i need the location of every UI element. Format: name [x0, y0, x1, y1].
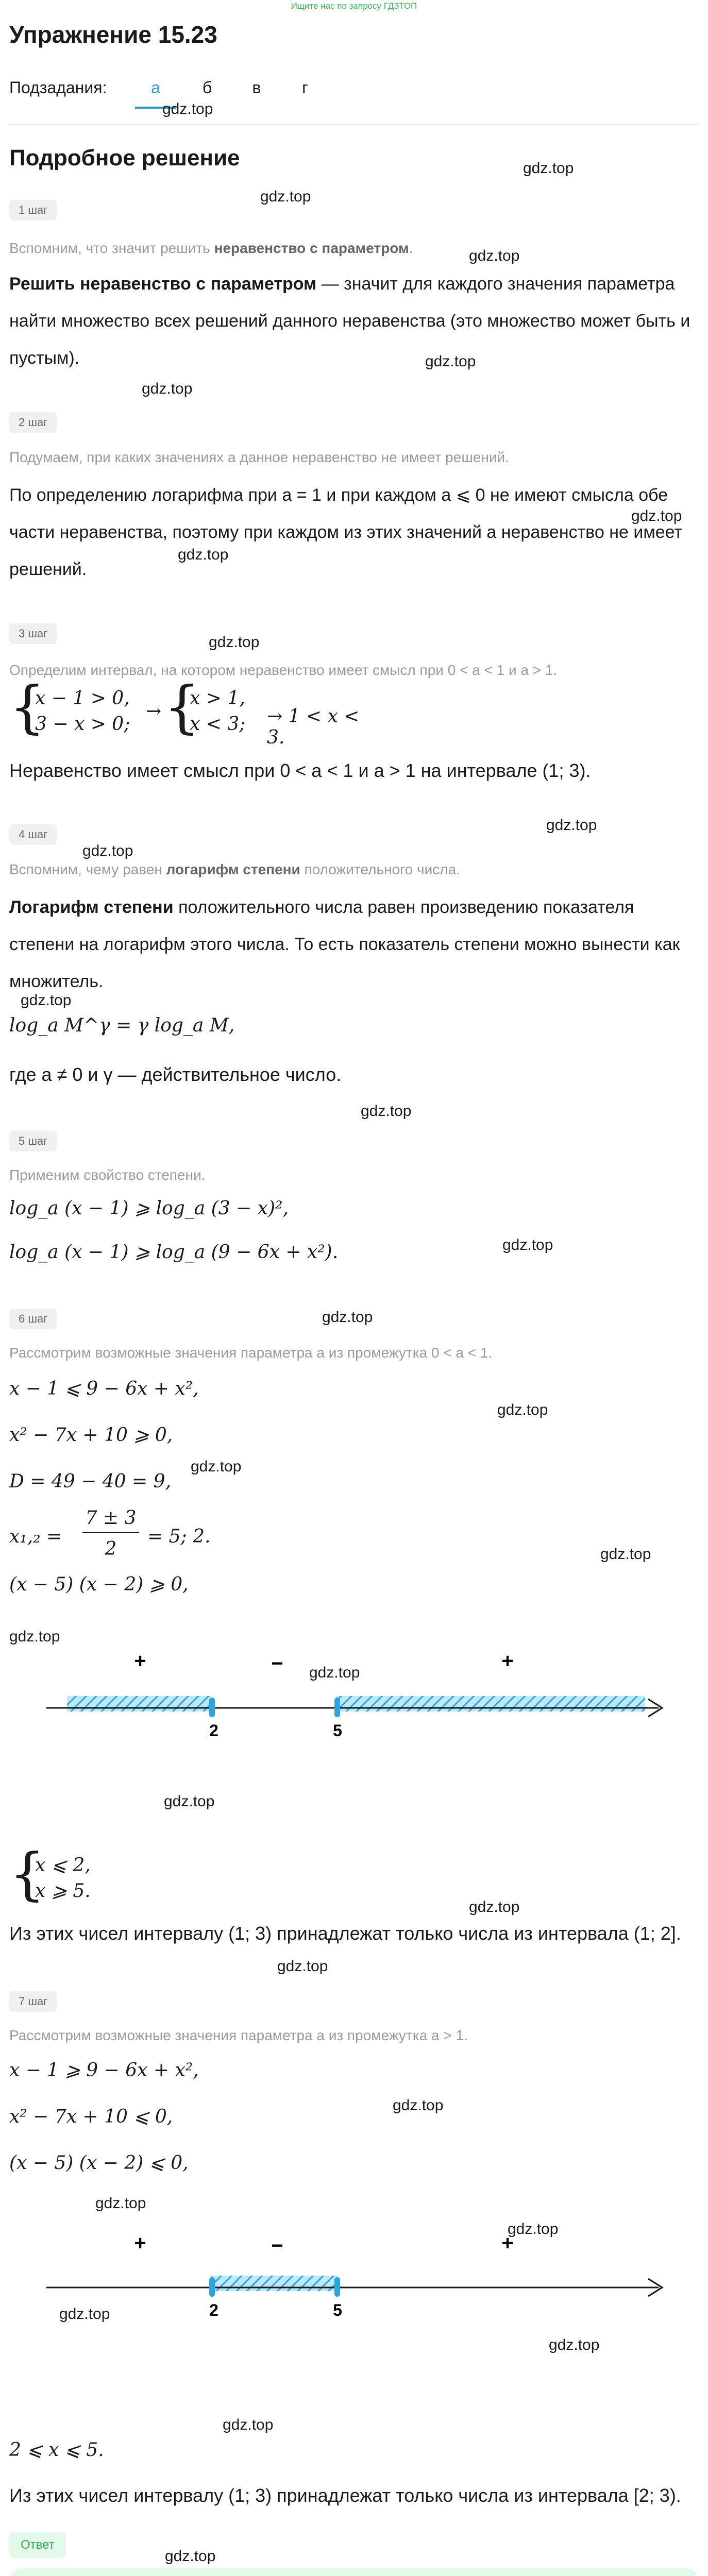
- math-line: x − 1 ⩽ 9 − 6x + x²,: [9, 1378, 199, 1399]
- step-hint: Применим свойство степени.: [9, 1167, 206, 1183]
- point-label-5: 5: [333, 2301, 342, 2319]
- point-marker-5: [334, 2277, 340, 2297]
- header-divider: [9, 124, 699, 125]
- watermark: gdz.top: [277, 1958, 328, 1975]
- search-banner[interactable]: Ищите нас по запросу ГДЗТОП: [291, 1, 417, 11]
- math-line: log_a (x − 1) ⩾ log_a (3 − x)²,: [9, 1198, 289, 1219]
- math-line: log_a (x − 1) ⩾ log_a (9 − 6x + x²).: [9, 1242, 339, 1263]
- step-badge: 3 шаг: [9, 623, 57, 644]
- point-marker-2: [209, 1698, 215, 1717]
- watermark: gdz.top: [425, 353, 476, 370]
- step-conclusion: Неравенство имеет смысл при 0 < a < 1 и a > 1 на интервале (1; 3).: [9, 760, 591, 781]
- step-explanation: Логарифм степени положительного числа равен произведению показателя степени на логарифм этого числа. То есть показатель степени можно вынести как множитель.: [9, 897, 680, 991]
- math-line: D = 49 − 40 = 9,: [9, 1471, 171, 1492]
- watermark: gdz.top: [393, 2097, 444, 2114]
- step-hint: Рассмотрим возможные значения параметра a из промежутка 0 < a < 1.: [9, 1345, 493, 1361]
- math-line: (x − 5) (x − 2) ⩾ 0,: [9, 1574, 189, 1595]
- sign-right: +: [501, 1650, 514, 1672]
- watermark: gdz.top: [260, 188, 311, 205]
- watermark: gdz.top: [508, 2221, 559, 2238]
- watermark: gdz.top: [95, 2195, 146, 2212]
- subtask-tab-b[interactable]: б: [202, 78, 212, 97]
- watermark: gdz.top: [223, 2416, 274, 2433]
- point-marker-2: [209, 2277, 215, 2297]
- step-explanation: Решить неравенство с параметром — значит для каждого значения параметра найти множество всех решений данного неравенства (это множество может быть и пустым).: [9, 274, 690, 368]
- domain-system: { x − 1 > 0, 3 − x > 0; → { x > 1, x < 3; → 1 < x < 3.: [9, 674, 360, 748]
- math-line: x² − 7x + 10 ⩽ 0,: [9, 2106, 173, 2127]
- point-marker-5: [334, 1698, 340, 1717]
- step-hint: Рассмотрим возможные значения параметра a из промежутка a > 1.: [9, 2027, 468, 2043]
- watermark: gdz.top: [9, 1628, 60, 1645]
- watermark: gdz.top: [502, 1236, 553, 1253]
- step-badge: 7 шаг: [9, 1991, 57, 2012]
- step-badge: 4 шаг: [9, 824, 57, 845]
- watermark: gdz.top: [59, 2306, 110, 2323]
- math-line: (x − 5) (x − 2) ⩽ 0,: [9, 2153, 189, 2174]
- sign-right: +: [501, 2232, 514, 2255]
- subtasks-label: Подзадания:: [9, 78, 107, 97]
- math-line: 2 ⩽ x ⩽ 5.: [9, 2439, 104, 2461]
- step-hint: Вспомним, чему равен логарифм степени положительного числа.: [9, 861, 460, 877]
- subtask-tab-a[interactable]: а: [151, 78, 160, 97]
- step-badge: 1 шаг: [9, 200, 57, 221]
- watermark: gdz.top: [361, 1103, 412, 1120]
- shaded-interval-middle: [211, 2276, 338, 2291]
- step-conclusion: Из этих чисел интервалу (1; 3) принадлежат только числа из интервала (1; 2].: [9, 1923, 681, 1944]
- step-hint: Определим интервал, на котором неравенство имеет смысл при 0 < a < 1 и a > 1.: [9, 662, 558, 678]
- watermark: gdz.top: [322, 1309, 373, 1326]
- watermark: gdz.top: [21, 992, 72, 1009]
- step-conclusion: Из этих чисел интервалу (1; 3) принадлежат только числа из интервала [2; 3).: [9, 2485, 681, 2506]
- log-power-formula: log_a M^γ = γ log_a M,: [9, 1015, 235, 1036]
- step-explanation: По определению логарифма при a = 1 и при каждом a ⩽ 0 не имеют смысла обе части неравенства, поэтому при каждом из этих значений a неравенство не имеет решений.: [9, 485, 682, 579]
- solution-system: { x ⩽ 2, x ⩾ 5.: [9, 1841, 91, 1907]
- watermark: gdz.top: [209, 634, 260, 651]
- watermark: gdz.top: [191, 1458, 242, 1475]
- step-badge: 5 шаг: [9, 1131, 57, 1151]
- sign-left: +: [134, 1650, 146, 1672]
- point-label-2: 2: [209, 1721, 218, 1740]
- sign-left: +: [134, 2232, 146, 2255]
- watermark: gdz.top: [549, 2336, 600, 2353]
- watermark: gdz.top: [546, 817, 597, 834]
- shaded-interval-right: [336, 1696, 645, 1711]
- watermark: gdz.top: [469, 247, 520, 264]
- watermark: gdz.top: [469, 1899, 520, 1916]
- step-hint: Подумаем, при каких значениях a данное неравенство не имеет решений.: [9, 449, 509, 465]
- subtask-tab-g[interactable]: г: [302, 78, 308, 97]
- watermark: gdz.top: [165, 2548, 216, 2565]
- section-heading: Подробное решение: [9, 145, 240, 171]
- point-label-2: 2: [209, 2301, 218, 2319]
- point-label-5: 5: [333, 1721, 342, 1740]
- page-title: Упражнение 15.23: [9, 21, 217, 48]
- watermark: gdz.top: [309, 1664, 360, 1681]
- step-badge: 2 шаг: [9, 412, 57, 433]
- answer-badge: Ответ: [9, 2532, 66, 2558]
- watermark: gdz.top: [164, 1793, 215, 1810]
- sign-middle: −: [271, 2234, 283, 2257]
- watermark: gdz.top: [631, 507, 682, 524]
- math-line: x² − 7x + 10 ⩾ 0,: [9, 1425, 173, 1446]
- watermark: gdz.top: [142, 380, 193, 397]
- shaded-interval-left: [67, 1696, 211, 1711]
- number-line-1: [0, 1638, 708, 1752]
- formula-note: где a ≠ 0 и γ — действительное число.: [9, 1064, 342, 1085]
- answer-box: [9, 2568, 699, 2576]
- math-line: x − 1 ⩾ 9 − 6x + x²,: [9, 2060, 199, 2081]
- watermark: gdz.top: [82, 842, 133, 859]
- step-hint: Вспомним, что значит решить неравенство с параметром.: [9, 240, 413, 256]
- watermark: gdz.top: [178, 546, 229, 563]
- watermark: gdz.top: [162, 100, 213, 117]
- step-badge: 6 шаг: [9, 1309, 57, 1329]
- watermark: gdz.top: [600, 1546, 651, 1563]
- watermark: gdz.top: [497, 1401, 548, 1418]
- sign-middle: −: [271, 1652, 283, 1675]
- subtask-tab-v[interactable]: в: [252, 78, 261, 97]
- watermark: gdz.top: [523, 160, 574, 177]
